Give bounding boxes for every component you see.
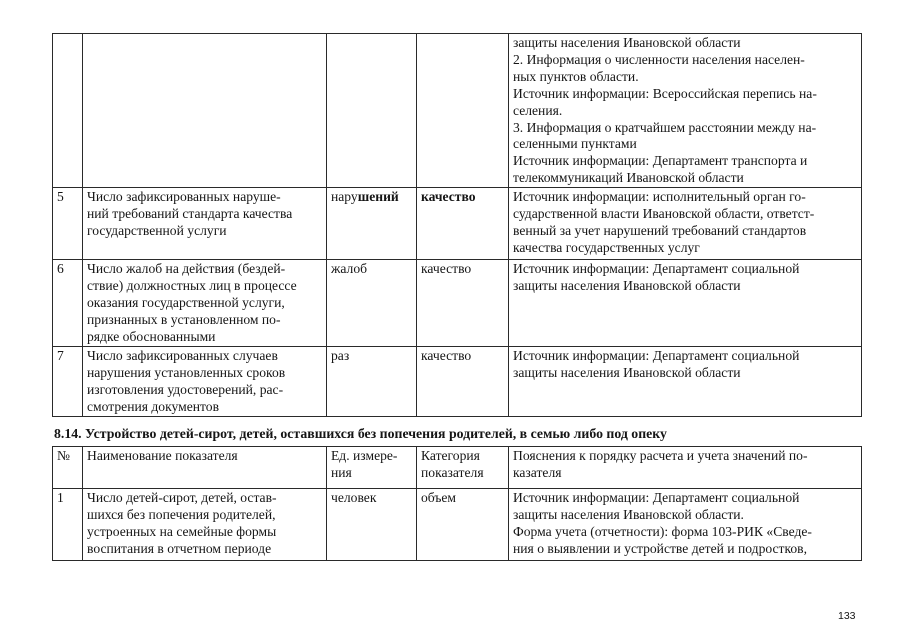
row-number-cell: 5 [53,188,83,260]
category-cell: объем [417,489,509,561]
unit-cell: нарушений [327,188,417,260]
explanation-cell: Источник информации: Департамент социальной защиты населения Ивановской области. Форма учета (отчетности): форма 103-РИК «Сведе- ния о выявлении и устройстве детей и подростков, [509,489,862,561]
table-row [53,34,862,188]
header-indicator-name: Наименование показателя [83,447,327,489]
indicators-table-continued [52,33,862,417]
indicator-name-cell [83,34,327,188]
category-cell: качество [417,188,509,260]
unit-cell [327,34,417,188]
category-cell [417,34,509,188]
unit-cell: раз [327,347,417,417]
row-number-cell: 1 [53,489,83,561]
table-row [53,260,862,347]
category-cell: качество [417,347,509,417]
explanation-cell: Источник информации: исполнительный орган го- сударственной власти Ивановской области, ответст- венный за учет нарушений требований стандартов качества государственных услуг [509,188,862,260]
page-number: 133 [838,610,856,622]
table-row [53,489,862,561]
header-explanation: Пояснения к порядку расчета и учета значений по- казателя [509,447,862,489]
table-row [53,347,862,417]
row-number-cell: 6 [53,260,83,347]
indicator-name-cell: Число детей-сирот, детей, остав- шихся без попечения родителей, устроенных на семейные формы воспитания в отчетном периоде [83,489,327,561]
indicator-name-cell: Число зафиксированных наруше- ний требований стандарта качества государственной услуги [83,188,327,260]
row-number-cell [53,34,83,188]
indicator-name-cell: Число жалоб на действия (бездей- ствие) должностных лиц в процессе оказания государственной услуги, признанных в установленном по- рядке обоснованными [83,260,327,347]
header-category: Категория показателя [417,447,509,489]
section-heading: 8.14. Устройство детей-сирот, детей, оставшихся без попечения родителей, в семью либо под опеку [54,426,667,441]
table-header-row [53,447,862,489]
explanation-cell: защиты населения Ивановской области 2. Информация о численности населения населен- ных пунктов области. Источник информации: Всероссийская перепись на- селения. 3. Информация о кратчайшем расстоянии между на- селенными пунктами Источник информации: Департамент транспорта и телекоммуникаций Ивановской области [509,34,862,188]
unit-cell: жалоб [327,260,417,347]
header-unit: Ед. измере- ния [327,447,417,489]
category-cell: качество [417,260,509,347]
table-row [53,188,862,260]
indicator-name-cell: Число зафиксированных случаев нарушения установленных сроков изготовления удостоверений, рас- смотрения документов [83,347,327,417]
indicators-table [52,446,862,561]
row-number-cell: 7 [53,347,83,417]
unit-cell: человек [327,489,417,561]
explanation-cell: Источник информации: Департамент социальной защиты населения Ивановской области [509,347,862,417]
header-number: № [53,447,83,489]
explanation-cell: Источник информации: Департамент социальной защиты населения Ивановской области [509,260,862,347]
